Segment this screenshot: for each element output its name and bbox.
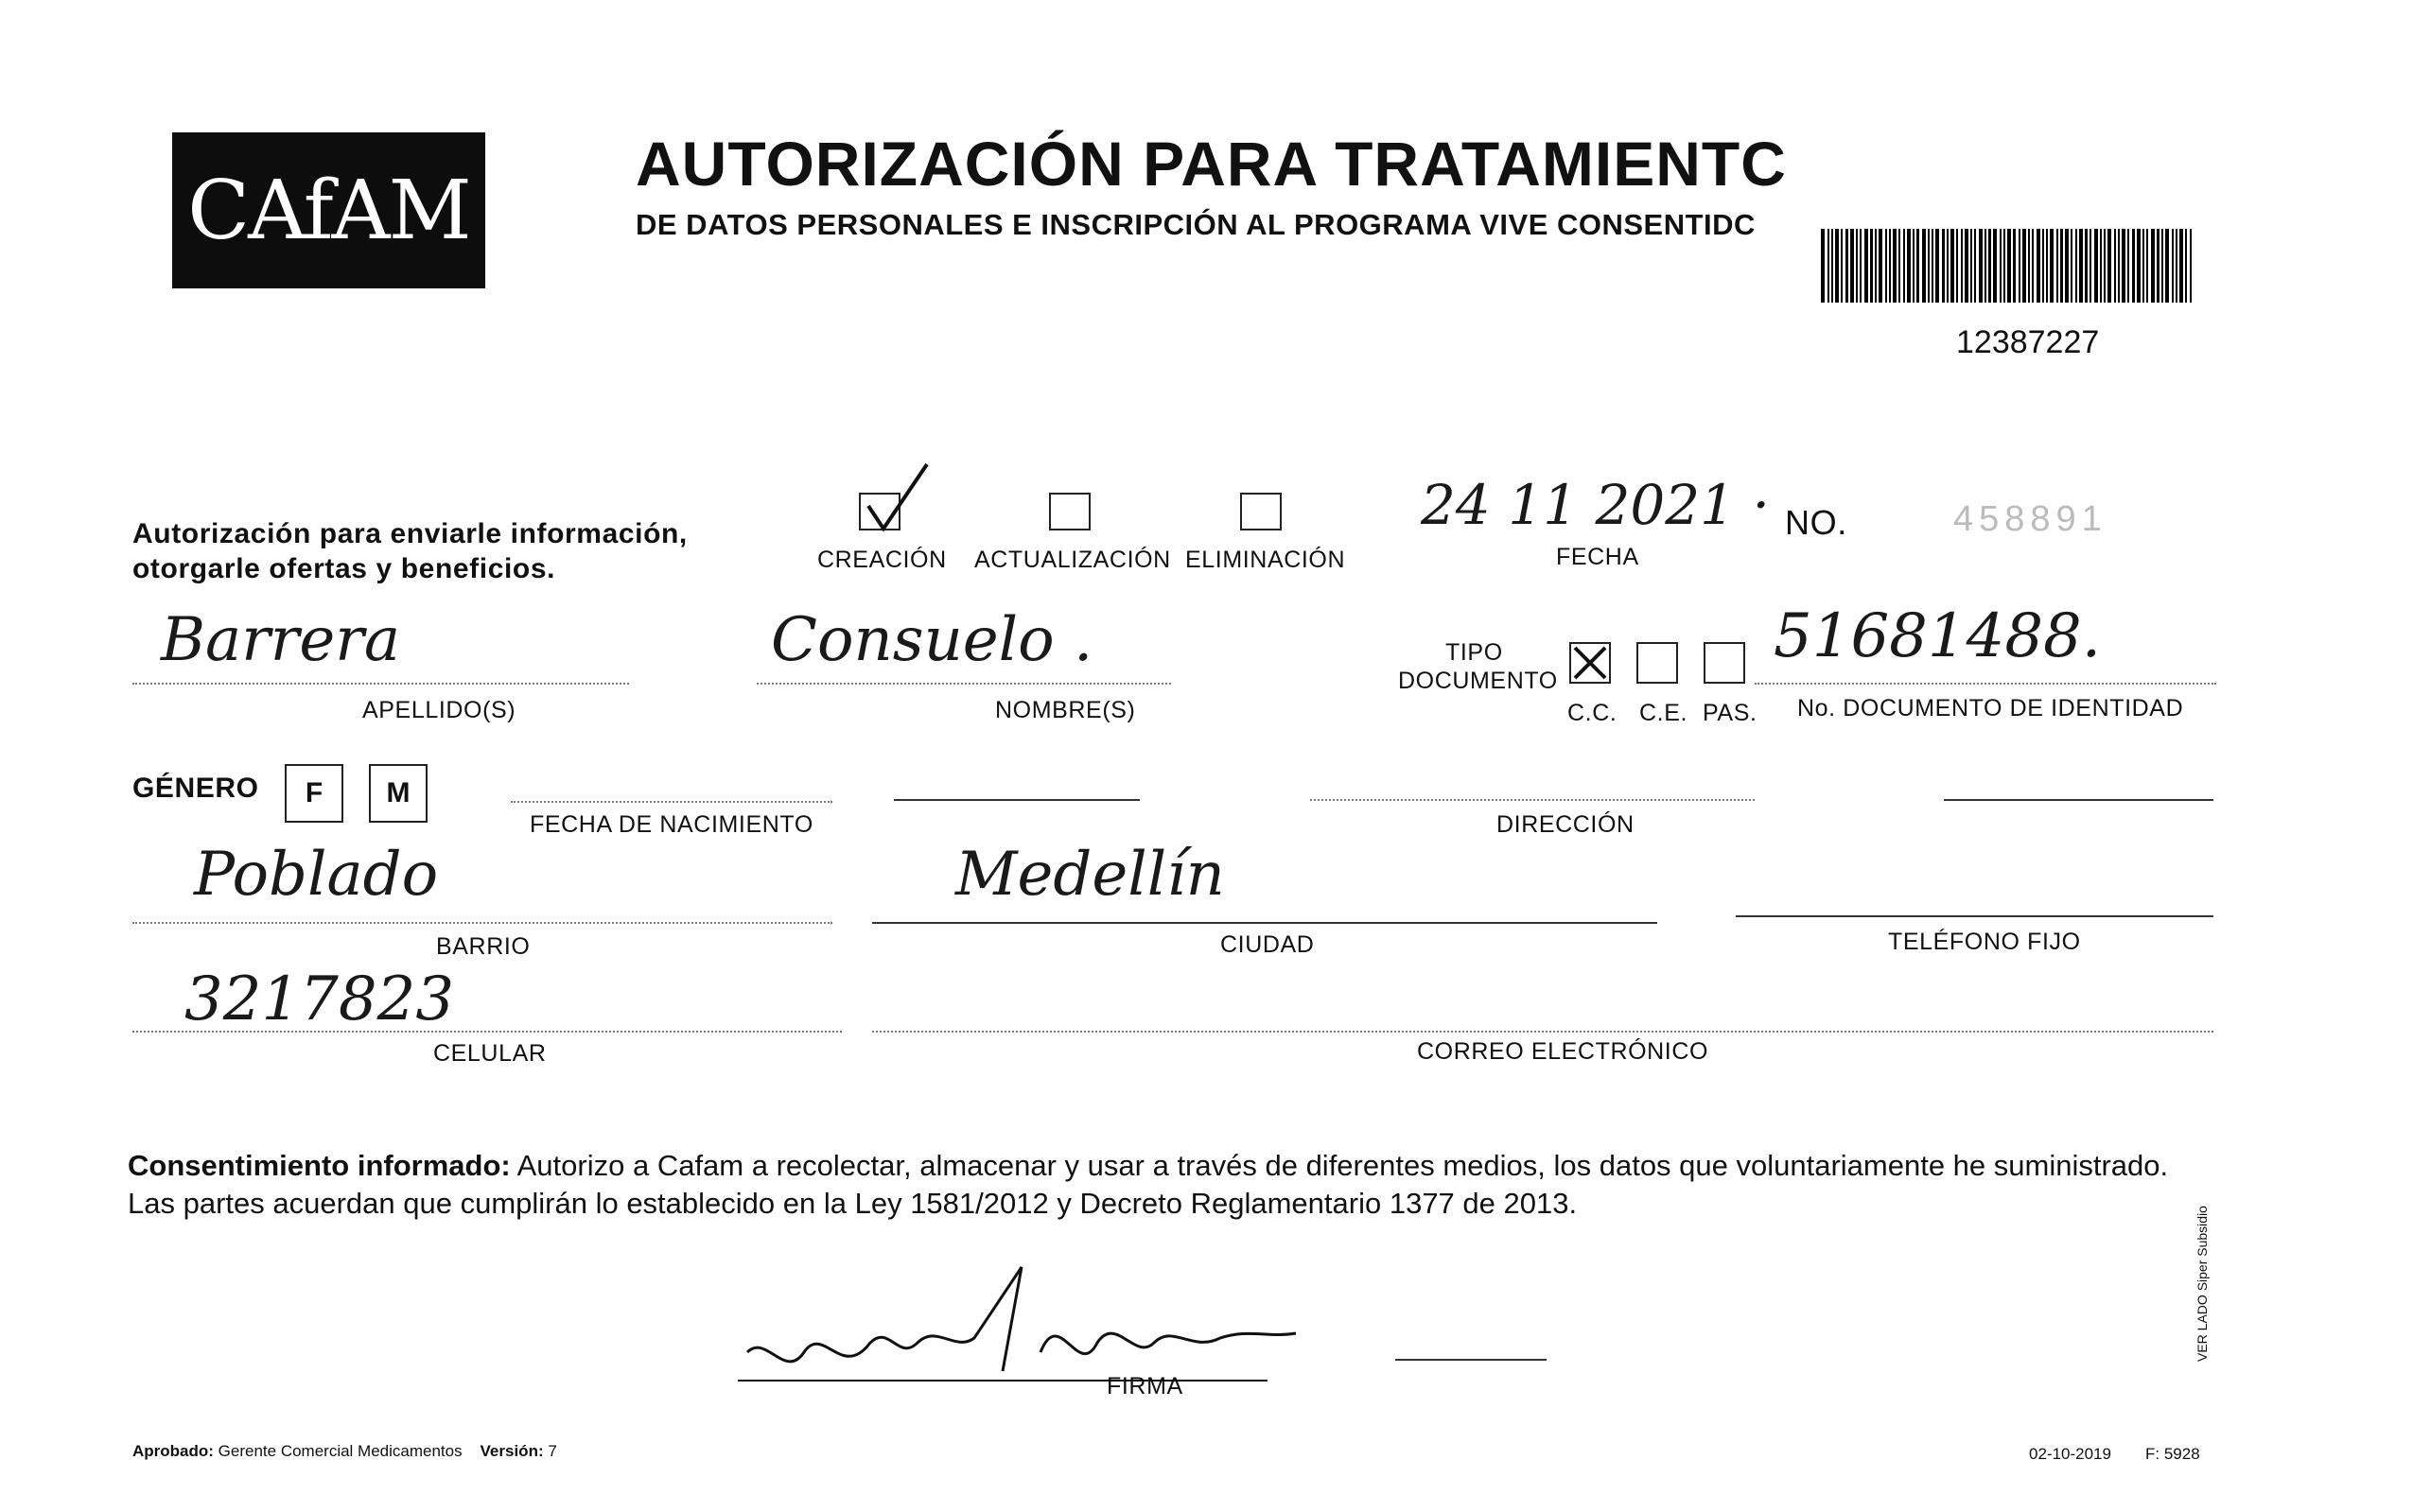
address-line-2 xyxy=(1310,799,1755,801)
email-label: CORREO ELECTRÓNICO xyxy=(1417,1038,1709,1065)
ce-label: C.E. xyxy=(1639,700,1688,726)
doc-type-label-2: DOCUMENTO xyxy=(1398,668,1558,694)
barcode-bar xyxy=(2172,229,2174,303)
pas-checkbox[interactable] xyxy=(1704,642,1745,684)
barcode-bar xyxy=(1922,229,1926,303)
barcode-bar xyxy=(1961,229,1963,303)
barcode-bar xyxy=(2079,229,2083,303)
barcode-bar xyxy=(2157,229,2159,303)
signature-drawing xyxy=(738,1248,1324,1418)
address-line-3 xyxy=(1944,799,2213,801)
eliminacion-checkbox[interactable] xyxy=(1240,493,1282,530)
barrio-value: Poblado xyxy=(194,840,439,910)
barcode-bar xyxy=(2161,229,2163,303)
phone-line xyxy=(1736,915,2213,917)
approved-value: Gerente Comercial Medicamentos xyxy=(218,1442,463,1460)
gender-f-box[interactable] xyxy=(285,764,343,823)
gender-label: GÉNERO xyxy=(132,773,259,804)
surname-value: Barrera xyxy=(161,605,400,675)
barcode-bar xyxy=(1956,229,1958,303)
barcode-bar xyxy=(1860,229,1862,303)
barcode-bar xyxy=(1942,229,1945,303)
barcode-bar xyxy=(2003,229,2005,303)
authorization-label-line1: Autorización para enviarle información, xyxy=(132,518,688,549)
barcode-bar xyxy=(2151,229,2155,303)
barcode-bar xyxy=(2032,229,2034,303)
barcode-bar xyxy=(1988,229,1991,303)
no-value: 458891 xyxy=(1953,499,2107,539)
barcode-bar xyxy=(2104,229,2106,303)
barcode-bar xyxy=(2114,229,2116,303)
barcode-bar xyxy=(2000,229,2002,303)
gender-f-text: F xyxy=(305,777,323,808)
city-label: CIUDAD xyxy=(1220,931,1315,958)
barcode-bar xyxy=(1841,229,1843,303)
city-line xyxy=(872,922,1657,924)
version-value: 7 xyxy=(548,1442,557,1460)
approved-label: Aprobado: xyxy=(132,1442,214,1460)
barcode-bar xyxy=(2176,229,2177,303)
authorization-label-line2: otorgarle ofertas y beneficios. xyxy=(132,553,556,584)
barcode xyxy=(1821,229,2194,303)
checkmark-icon xyxy=(861,461,936,536)
mobile-line xyxy=(132,1031,842,1033)
barcode-bar xyxy=(2037,229,2040,303)
surname-label: APELLIDO(S) xyxy=(362,697,516,723)
doc-number-line xyxy=(1755,683,2216,685)
barcode-bar xyxy=(1932,229,1933,303)
barcode-bar xyxy=(2056,229,2058,303)
name-value: Consuelo . xyxy=(771,605,1093,675)
mobile-label: CELULAR xyxy=(433,1040,547,1067)
barcode-bar xyxy=(1845,229,1848,303)
barcode-bar xyxy=(2071,229,2072,303)
barcode-bar xyxy=(1974,229,1976,303)
barcode-bar xyxy=(2185,229,2187,303)
address-line-1 xyxy=(894,799,1140,801)
gender-m-box[interactable] xyxy=(369,764,428,823)
eliminacion-label: ELIMINACIÓN xyxy=(1185,547,1346,573)
barcode-bar xyxy=(1947,229,1949,303)
address-label: DIRECCIÓN xyxy=(1496,811,1635,838)
barcode-bar xyxy=(1970,229,1972,303)
barcode-bar xyxy=(2013,229,2016,303)
pas-label: PAS. xyxy=(1703,700,1757,726)
barcode-bar xyxy=(2007,229,2011,303)
doc-type-label-1: TIPO xyxy=(1445,639,1503,666)
consent-paragraph xyxy=(128,1147,2204,1223)
doc-number-label: No. DOCUMENTO DE IDENTIDAD xyxy=(1797,695,2184,721)
x-mark-icon xyxy=(1571,644,1609,682)
barcode-bar xyxy=(2132,229,2135,303)
footer-date-code: 02-10-2019 xyxy=(2029,1445,2111,1463)
barcode-bar xyxy=(2179,229,2183,303)
date-label: FECHA xyxy=(1556,544,1639,570)
barcode-bar xyxy=(1907,229,1911,303)
logo-text: CAfAM xyxy=(187,163,470,258)
surname-line xyxy=(132,683,629,685)
barrio-line xyxy=(132,922,832,924)
barcode-bar xyxy=(1864,229,1868,303)
gender-m-text: M xyxy=(386,777,411,808)
barcode-bar xyxy=(2165,229,2169,303)
footer-form-code: F: 5928 xyxy=(2145,1445,2200,1463)
name-line xyxy=(757,683,1171,685)
footer-approved xyxy=(132,1442,557,1461)
barcode-bar xyxy=(2085,229,2088,303)
creacion-label: CREACIÓN xyxy=(817,547,947,573)
barcode-bar xyxy=(2127,229,2129,303)
barcode-bar xyxy=(1831,229,1833,303)
birth-label: FECHA DE NACIMIENTO xyxy=(530,811,813,838)
barcode-bar xyxy=(2137,229,2141,303)
barcode-bar xyxy=(2107,229,2111,303)
barcode-bar xyxy=(1928,229,1930,303)
document-subtitle: DE DATOS PERSONALES E INSCRIPCIÓN AL PROGRAMA VIVE CONSENTIDC xyxy=(636,208,1756,241)
no-label: NO. xyxy=(1785,503,1847,542)
barcode-bar xyxy=(2090,229,2091,303)
barcode-bar xyxy=(2065,229,2069,303)
barcode-bar xyxy=(1889,229,1891,303)
barrio-label: BARRIO xyxy=(436,933,531,960)
barcode-bar xyxy=(1856,229,1858,303)
barcode-bar xyxy=(1898,229,1900,303)
barcode-bar xyxy=(2028,229,2030,303)
cc-checkbox[interactable] xyxy=(1569,642,1611,684)
barcode-bar xyxy=(1979,229,1983,303)
barcode-bar xyxy=(1903,229,1905,303)
barcode-bar xyxy=(2046,229,2048,303)
ce-checkbox[interactable] xyxy=(1636,642,1678,684)
actualizacion-label: ACTUALIZACIÓN xyxy=(974,547,1171,573)
signature-label: FIRMA xyxy=(1107,1373,1183,1399)
barcode-bar xyxy=(2142,229,2144,303)
barcode-bar xyxy=(2019,229,2020,303)
city-value: Medellín xyxy=(955,840,1225,910)
barcode-bar xyxy=(1875,229,1877,303)
consent-heading: Consentimiento informado: xyxy=(128,1149,511,1182)
cafam-logo xyxy=(172,132,485,288)
document-title: AUTORIZACIÓN PARA TRATAMIENTC xyxy=(636,129,1787,199)
barcode-bar xyxy=(1985,229,1986,303)
barcode-bar xyxy=(1993,229,1997,303)
barcode-bar xyxy=(2042,229,2044,303)
barcode-bar xyxy=(2100,229,2102,303)
barcode-bar xyxy=(1893,229,1897,303)
consent-text: Autorizo a Cafam a recolectar, almacenar y usar a través de diferentes medios, los datos que voluntariamente he suministrado. Las partes acuerdan que cumplirán lo establecido en la Ley 1581/2012 y Decreto Reglamentario 1377 de 2013. xyxy=(128,1149,2169,1220)
barcode-number: 12387227 xyxy=(1956,324,2100,360)
barcode-bar xyxy=(1879,229,1882,303)
barcode-bar xyxy=(1850,229,1854,303)
email-line xyxy=(872,1031,2213,1033)
barcode-bar xyxy=(2118,229,2120,303)
creacion-checkbox[interactable] xyxy=(859,493,901,530)
barcode-bar xyxy=(1827,229,1829,303)
barcode-bar xyxy=(1935,229,1939,303)
barcode-bar xyxy=(2190,229,2192,303)
barcode-bar xyxy=(2060,229,2063,303)
barcode-bar xyxy=(2146,229,2148,303)
date-value: 24 11 2021 · xyxy=(1421,473,1770,537)
barcode-bar xyxy=(1916,229,1919,303)
barcode-bar xyxy=(1965,229,1968,303)
name-label: NOMBRE(S) xyxy=(995,697,1136,723)
version-label: Versión: xyxy=(480,1442,544,1460)
barcode-bar xyxy=(2050,229,2054,303)
barcode-bar xyxy=(2122,229,2125,303)
barcode-bar xyxy=(1913,229,1915,303)
cc-label: C.C. xyxy=(1567,700,1617,726)
phone-label: TELÉFONO FIJO xyxy=(1888,929,2081,955)
signature-line-end xyxy=(1395,1359,1547,1361)
mobile-value: 3217823 xyxy=(184,965,455,1034)
barcode-bar xyxy=(1821,229,1825,303)
side-text: VER LADO Siper Subsidio xyxy=(2194,1206,2210,1362)
doc-number-value: 51681488. xyxy=(1774,601,2102,671)
barcode-bar xyxy=(2075,229,2077,303)
barcode-bar xyxy=(1950,229,1954,303)
barcode-bar xyxy=(2022,229,2026,303)
barcode-bar xyxy=(1870,229,1873,303)
birth-line xyxy=(511,801,832,803)
barcode-bar xyxy=(1885,229,1887,303)
barcode-bar xyxy=(2094,229,2098,303)
barcode-bar xyxy=(1835,229,1839,303)
actualizacion-checkbox[interactable] xyxy=(1049,493,1091,530)
